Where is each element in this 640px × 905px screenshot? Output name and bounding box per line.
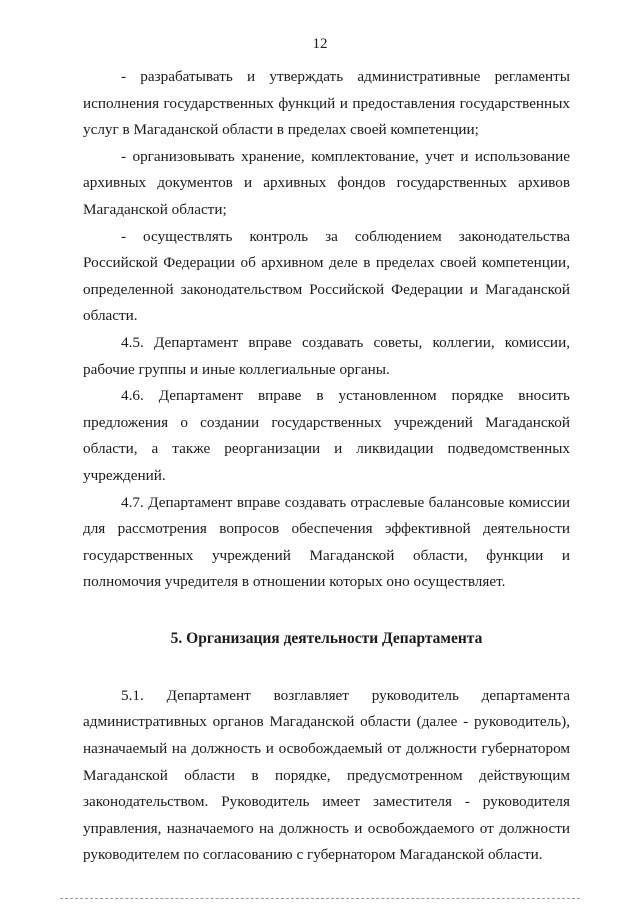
paragraph-develop-regulations: - разрабатывать и утверждать административные регламенты исполнения государственных функций и предоставления государственных услуг в Магаданской области в пределах своей компетенции; [83, 68, 570, 139]
document-body [83, 64, 570, 869]
paragraph-4-6: 4.6. Департамент вправе в установленном порядке вносить предложения о создании государственных учреждений Магаданской области, а также реорганизации и ликвидации подведомственных учреждений. [83, 387, 570, 484]
paragraph-4-7: 4.7. Департамент вправе создавать отраслевые балансовые комиссии для рассмотрения вопросов обеспечения эффективной деятельности государственных учреждений Магаданской области, функции и полномочия учредителя в отношении которых оно осуществляет. [83, 493, 570, 591]
paragraph-4-5: 4.5. Департамент вправе создавать советы, коллегии, комиссии, рабочие группы и иные коллегиальные органы. [83, 333, 570, 378]
paragraph-archive-control: - осуществлять контроль за соблюдением законодательства Российской Федерации об архивном деле в пределах своей компетенции, определенной законодательством Российской Федерации и Магаданской области. [83, 227, 570, 325]
paragraph-5-1: 5.1. Департамент возглавляет руководитель департамента административных органов Магаданской области (далее - руководитель), назначаемый на должность и освобождаемый от должности губернатором Магаданской области в порядке, предусмотренном действующим законодательством. Руководитель имеет заместителя - руководителя управления, назначаемого на должность и освобождаемого от должности руководителем по согласованию с губернатором Магаданской области. [83, 686, 570, 864]
footer-divider [60, 898, 580, 899]
section-heading: 5. Организация деятельности Департамента [170, 629, 483, 647]
page-number: 12 [312, 36, 328, 52]
paragraph-archive-storage: - организовывать хранение, комплектование, учет и использование архивных документов и архивных фондов государственных архивов Магаданской области; [83, 147, 570, 218]
